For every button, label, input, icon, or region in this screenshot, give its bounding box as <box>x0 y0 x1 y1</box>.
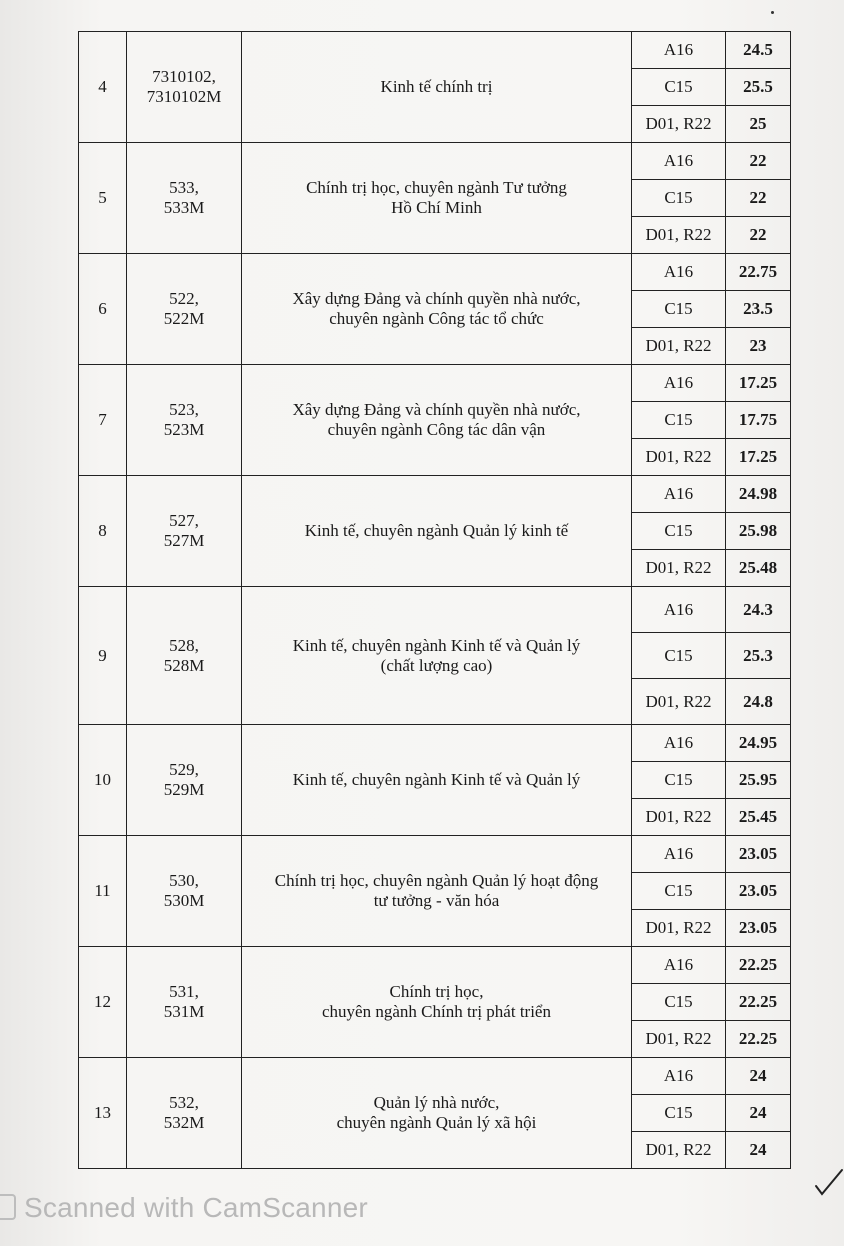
subject-combination: D01, R22 <box>632 1021 726 1058</box>
subject-combination: C15 <box>632 633 726 679</box>
program-name <box>242 143 632 254</box>
program-code-line: 7310102M <box>146 87 222 106</box>
program-name-line: chuyên ngành Công tác tổ chức <box>329 309 544 328</box>
subject-combination: D01, R22 <box>632 550 726 587</box>
program-code-line: 530, <box>169 871 199 890</box>
program-code <box>127 836 242 947</box>
program-name-line: Kinh tế, chuyên ngành Kinh tế và Quản lý <box>292 635 581 655</box>
camscanner-icon <box>0 1194 16 1220</box>
table-row <box>79 32 791 69</box>
cutoff-score: 23.05 <box>726 836 791 873</box>
program-name-line: Xây dựng Đảng và chính quyền nhà nước, <box>292 400 581 419</box>
program-name-line: Hồ Chí Minh <box>391 198 482 217</box>
subject-combination: C15 <box>632 1095 726 1132</box>
row-number: 11 <box>79 836 127 947</box>
program-name <box>242 32 632 143</box>
table-row <box>79 587 791 633</box>
cutoff-score: 22 <box>726 180 791 217</box>
cutoff-score: 25 <box>726 106 791 143</box>
program-code-line: 523M <box>163 420 205 439</box>
program-name <box>242 254 632 365</box>
program-code-line: 533M <box>163 198 205 217</box>
subject-combination: D01, R22 <box>632 106 726 143</box>
cutoff-score: 22.25 <box>726 1021 791 1058</box>
program-code <box>127 725 242 836</box>
subject-combination: D01, R22 <box>632 799 726 836</box>
cutoff-score: 25.48 <box>726 550 791 587</box>
subject-combination: C15 <box>632 291 726 328</box>
program-code-line: 7310102, <box>152 67 216 86</box>
program-name-line: Kinh tế chính trị <box>380 77 493 96</box>
table-row <box>79 725 791 762</box>
program-code-line: 522, <box>169 289 199 308</box>
subject-combination: C15 <box>632 513 726 550</box>
row-number: 4 <box>79 32 127 143</box>
program-name-line: Chính trị học, <box>389 982 484 1001</box>
program-name <box>242 476 632 587</box>
subject-combination: A16 <box>632 836 726 873</box>
table-body <box>79 32 791 1169</box>
subject-combination: A16 <box>632 32 726 69</box>
cutoff-score: 24.5 <box>726 32 791 69</box>
program-name-line: chuyên ngành Chính trị phát triển <box>322 1002 551 1021</box>
table-row <box>79 143 791 180</box>
program-name-line: Kinh tế, chuyên ngành Kinh tế và Quản lý <box>292 770 581 789</box>
subject-combination: C15 <box>632 69 726 106</box>
program-name-line: Kinh tế, chuyên ngành Quản lý kinh tế <box>304 521 569 540</box>
program-code-line: 527M <box>163 531 205 550</box>
subject-combination: A16 <box>632 476 726 513</box>
cutoff-score: 17.25 <box>726 365 791 402</box>
program-name <box>242 836 632 947</box>
cutoff-score: 22.25 <box>726 947 791 984</box>
cutoff-score: 24 <box>726 1058 791 1095</box>
program-code-line: 527, <box>169 511 199 530</box>
camscanner-watermark <box>0 1192 368 1224</box>
checkmark-icon <box>812 1168 844 1198</box>
program-code-line: 528, <box>169 635 199 655</box>
program-name-line: Xây dựng Đảng và chính quyền nhà nước, <box>292 289 581 308</box>
row-number: 6 <box>79 254 127 365</box>
ink-dot <box>771 11 774 14</box>
table-row <box>79 254 791 291</box>
cutoff-score: 23.05 <box>726 910 791 947</box>
subject-combination: A16 <box>632 1058 726 1095</box>
program-code <box>127 947 242 1058</box>
table-row <box>79 1058 791 1095</box>
subject-combination: C15 <box>632 402 726 439</box>
program-code-line: 529, <box>169 760 199 779</box>
row-number: 10 <box>79 725 127 836</box>
cutoff-score: 24.95 <box>726 725 791 762</box>
cutoff-score: 22.25 <box>726 984 791 1021</box>
row-number: 7 <box>79 365 127 476</box>
subject-combination: A16 <box>632 143 726 180</box>
program-name <box>242 947 632 1058</box>
cutoff-score: 25.3 <box>726 633 791 679</box>
cutoff-score: 25.98 <box>726 513 791 550</box>
cutoff-score: 22.75 <box>726 254 791 291</box>
table-row <box>79 947 791 984</box>
subject-combination: A16 <box>632 725 726 762</box>
cutoff-score: 24 <box>726 1132 791 1169</box>
program-code-line: 530M <box>163 891 205 910</box>
cutoff-score: 24 <box>726 1095 791 1132</box>
subject-combination: A16 <box>632 587 726 633</box>
row-number: 12 <box>79 947 127 1058</box>
cutoff-score: 24.98 <box>726 476 791 513</box>
program-code-line: 532, <box>169 1093 199 1112</box>
cutoff-score: 22 <box>726 143 791 180</box>
program-code-line: 523, <box>169 400 199 419</box>
program-code <box>127 476 242 587</box>
subject-combination: D01, R22 <box>632 439 726 476</box>
cutoff-score: 17.75 <box>726 402 791 439</box>
table-row <box>79 836 791 873</box>
table-row <box>79 476 791 513</box>
cutoff-score: 25.95 <box>726 762 791 799</box>
program-code <box>127 587 242 725</box>
cutoff-score: 23.5 <box>726 291 791 328</box>
program-name-line: Chính trị học, chuyên ngành Quản lý hoạt động <box>274 871 599 890</box>
program-name-line: chuyên ngành Công tác dân vận <box>327 420 546 439</box>
cutoff-score: 22 <box>726 217 791 254</box>
subject-combination: C15 <box>632 984 726 1021</box>
subject-combination: A16 <box>632 254 726 291</box>
program-code <box>127 254 242 365</box>
program-code <box>127 1058 242 1169</box>
subject-combination: D01, R22 <box>632 1132 726 1169</box>
table-row <box>79 365 791 402</box>
subject-combination: D01, R22 <box>632 679 726 725</box>
program-name <box>242 1058 632 1169</box>
program-code-line: 531, <box>169 982 199 1001</box>
row-number: 8 <box>79 476 127 587</box>
subject-combination: C15 <box>632 180 726 217</box>
subject-combination: C15 <box>632 762 726 799</box>
subject-combination: C15 <box>632 873 726 910</box>
cutoff-score: 24.8 <box>726 679 791 725</box>
watermark-text: Scanned with CamScanner <box>24 1192 368 1223</box>
cutoff-score: 25.45 <box>726 799 791 836</box>
row-number: 13 <box>79 1058 127 1169</box>
program-code-line: 532M <box>163 1113 205 1132</box>
program-name-line: chuyên ngành Quản lý xã hội <box>336 1113 537 1132</box>
subject-combination: A16 <box>632 947 726 984</box>
cutoff-score: 23 <box>726 328 791 365</box>
program-name-line: Quản lý nhà nước, <box>373 1093 500 1112</box>
program-code <box>127 143 242 254</box>
cutoff-score: 23.05 <box>726 873 791 910</box>
program-code <box>127 365 242 476</box>
subject-combination: D01, R22 <box>632 328 726 365</box>
program-code-line: 531M <box>163 1002 205 1021</box>
program-name-line: Chính trị học, chuyên ngành Tư tưởng <box>306 178 567 197</box>
cutoff-score: 17.25 <box>726 439 791 476</box>
cutoff-score: 25.5 <box>726 69 791 106</box>
cutoff-score: 24.3 <box>726 587 791 633</box>
program-code <box>127 32 242 143</box>
subject-combination: D01, R22 <box>632 217 726 254</box>
admission-scores-table <box>78 31 791 1169</box>
program-code-line: 522M <box>163 309 205 328</box>
program-code-line: 528M <box>163 655 205 675</box>
program-name <box>242 365 632 476</box>
program-name-line: tư tưởng - văn hóa <box>373 891 500 910</box>
program-name-line: (chất lượng cao) <box>380 655 493 675</box>
row-number: 9 <box>79 587 127 725</box>
subject-combination: A16 <box>632 365 726 402</box>
program-name <box>242 725 632 836</box>
program-code-line: 533, <box>169 178 199 197</box>
subject-combination: D01, R22 <box>632 910 726 947</box>
program-code-line: 529M <box>163 780 205 799</box>
row-number: 5 <box>79 143 127 254</box>
program-name <box>242 587 632 725</box>
